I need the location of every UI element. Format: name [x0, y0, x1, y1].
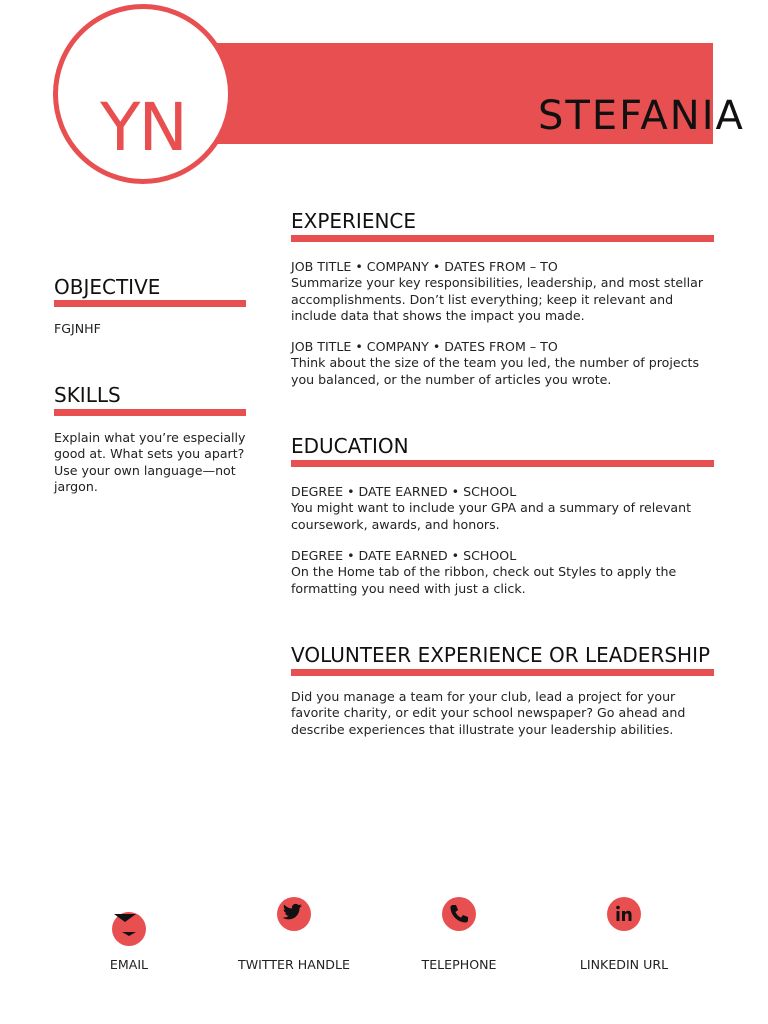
education-entry-1[interactable]: DEGREE • DATE EARNED • SCHOOL You might want to include your GPA and a summary of relevant coursework, awards, and honors.	[291, 484, 692, 532]
resume-name[interactable]: STEFANIA	[538, 93, 745, 139]
job-title: JOB TITLE • COMPANY • DATES FROM – TO	[291, 259, 558, 274]
email-label[interactable]: EMAIL	[109, 957, 149, 972]
phone-icon[interactable]	[442, 897, 476, 931]
skills-heading: SKILLS	[54, 383, 121, 407]
education-rule	[291, 460, 714, 467]
monogram-initials[interactable]: YN	[100, 89, 186, 166]
job-title: JOB TITLE • COMPANY • DATES FROM – TO	[291, 339, 558, 354]
monogram-circle	[53, 4, 233, 184]
objective-heading: OBJECTIVE	[54, 275, 161, 299]
skills-text[interactable]: Explain what you’re especially good at. What sets you apart? Use your own language—not jargon.	[54, 430, 246, 494]
twitter-label[interactable]: TWITTER HANDLE	[238, 957, 350, 972]
skills-rule	[54, 409, 246, 416]
experience-rule	[291, 235, 714, 242]
telephone-label[interactable]: TELEPHONE	[421, 957, 497, 972]
linkedin-label[interactable]: LINKEDIN URL	[579, 957, 669, 972]
objective-rule	[54, 300, 246, 307]
email-icon[interactable]	[112, 912, 146, 946]
twitter-icon[interactable]	[277, 897, 311, 931]
linkedin-icon[interactable]	[607, 897, 641, 931]
education-heading: EDUCATION	[291, 434, 409, 458]
degree-title: DEGREE • DATE EARNED • SCHOOL	[291, 484, 517, 499]
experience-entry-1[interactable]: JOB TITLE • COMPANY • DATES FROM – TO Summarize your key responsibilities, leadership, and most stellar accomplishments. Don’t list everything; keep it relevant and include data that shows the impact you made.	[291, 259, 704, 323]
objective-text[interactable]: FGJNHF	[54, 321, 101, 336]
education-entry-2[interactable]: DEGREE • DATE EARNED • SCHOOL On the Home tab of the ribbon, check out Styles to apply the formatting you need with just a click.	[291, 548, 677, 596]
volunteer-text[interactable]: Did you manage a team for your club, lead a project for your favorite charity, or edit your school newspaper? Go ahead and describe experiences that illustrate your leadership abilities.	[291, 689, 686, 737]
experience-heading: EXPERIENCE	[291, 209, 417, 233]
volunteer-rule	[291, 669, 714, 676]
header-banner	[160, 43, 745, 144]
experience-entry-2[interactable]: JOB TITLE • COMPANY • DATES FROM – TO Think about the size of the team you led, the number of projects you balanced, or the number of articles you wrote.	[291, 339, 699, 387]
degree-title: DEGREE • DATE EARNED • SCHOOL	[291, 548, 517, 563]
volunteer-heading: VOLUNTEER EXPERIENCE OR LEADERSHIP	[291, 643, 711, 667]
